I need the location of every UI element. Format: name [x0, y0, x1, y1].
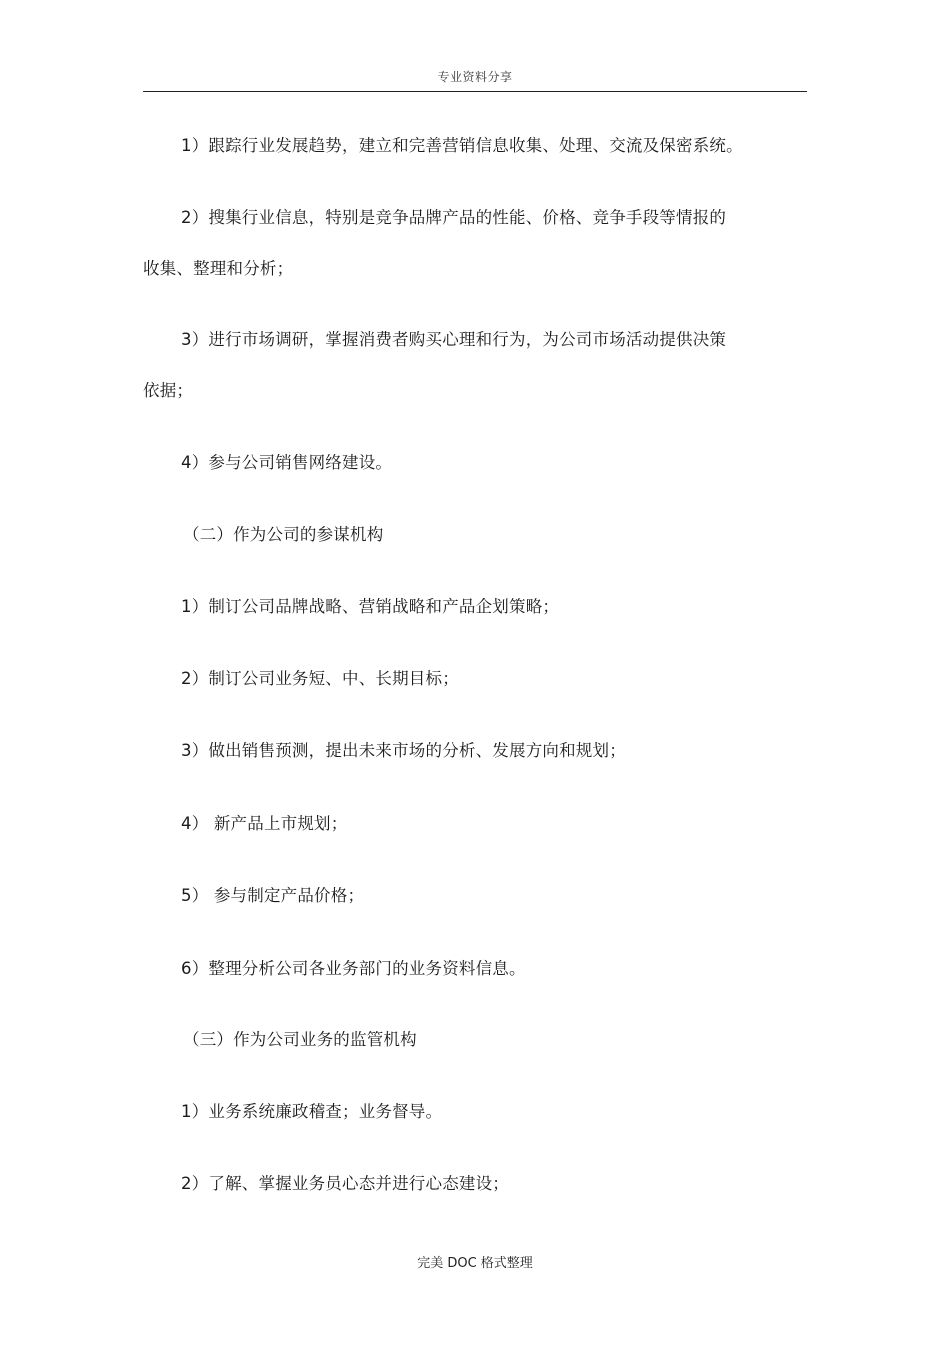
paragraph-4: 4）参与公司销售网络建设。 — [181, 453, 393, 472]
page-header: 专业资料分享 — [437, 70, 513, 84]
paragraph-3-line-1: 3）进行市场调研，掌握消费者购买心理和行为，为公司市场活动提供决策 — [181, 330, 727, 349]
section-heading-3: （三）作为公司业务的监管机构 — [183, 1030, 417, 1049]
paragraph-1: 1）跟踪行业发展趋势，建立和完善营销信息收集、处理、交流及保密系统。 — [181, 136, 743, 155]
page-footer: 完美 DOC 格式整理 — [417, 1256, 533, 1271]
header-divider — [143, 91, 807, 92]
list-item-2-1: 1）制订公司品牌战略、营销战略和产品企划策略； — [181, 597, 560, 616]
list-item-2-5: 5） 参与制定产品价格； — [181, 886, 365, 905]
paragraph-3-line-2: 依据； — [143, 381, 194, 400]
list-item-2-6: 6）整理分析公司各业务部门的业务资料信息。 — [181, 959, 526, 978]
list-item-2-2: 2）制订公司业务短、中、长期目标； — [181, 669, 459, 688]
list-item-2-4: 4） 新产品上市规划； — [181, 814, 348, 833]
paragraph-2-line-2: 收集、整理和分析； — [143, 259, 294, 278]
paragraph-2-line-1: 2）搜集行业信息，特别是竞争品牌产品的性能、价格、竞争手段等情报的 — [181, 208, 727, 227]
list-item-3-2: 2）了解、掌握业务员心态并进行心态建设； — [181, 1174, 509, 1193]
list-item-2-3: 3）做出销售预测，提出未来市场的分析、发展方向和规划； — [181, 741, 626, 760]
list-item-3-1: 1）业务系统廉政稽查；业务督导。 — [181, 1102, 443, 1121]
section-heading-2: （二）作为公司的参谋机构 — [183, 525, 384, 544]
